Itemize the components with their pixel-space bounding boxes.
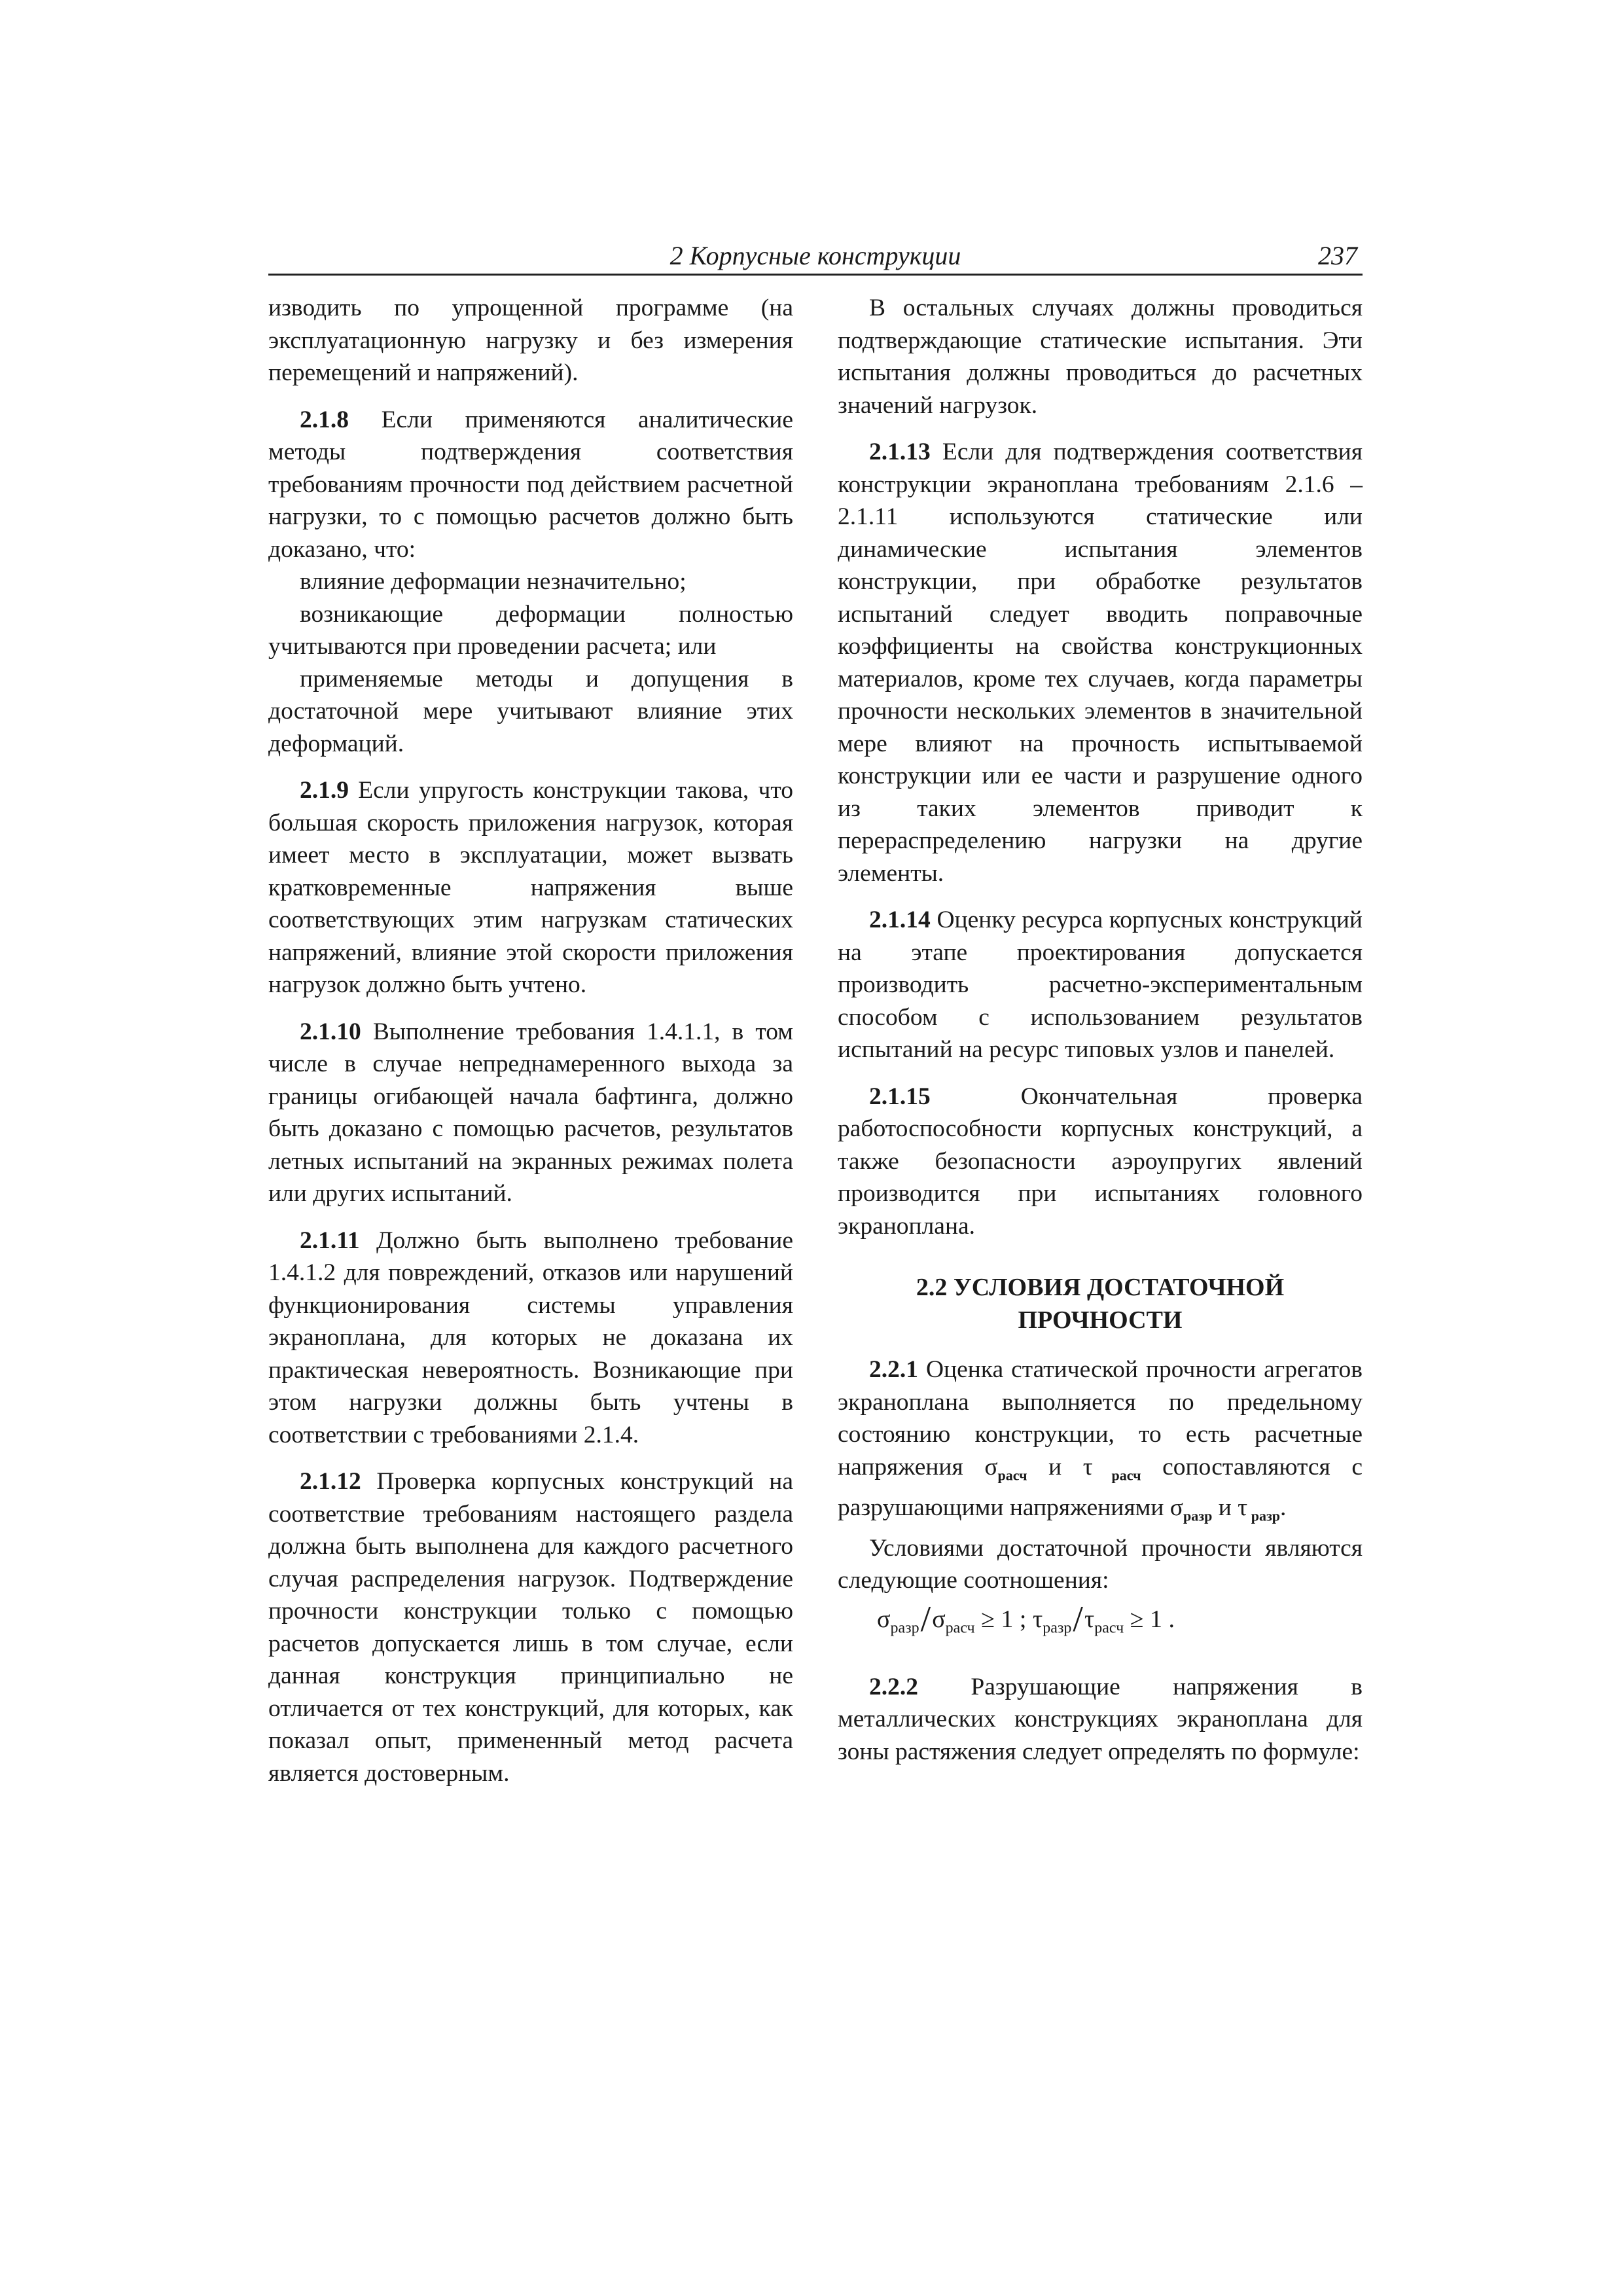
sigma-glyph: σ [932, 1605, 946, 1633]
sigma-symbol [1169, 1494, 1213, 1524]
fraction-slash: / [1073, 1598, 1083, 1640]
conjunction: и [1212, 1494, 1238, 1521]
page-number: 237 [1318, 241, 1357, 270]
subscript-rasch: расч [1094, 1619, 1124, 1637]
paragraph: В остальных случаях должны проводиться подтверждающие статические испытания. Эти испытания должны проводиться до расчетных значений нагрузок. [838, 295, 1363, 419]
clause-number: 2.2.2 [869, 1673, 918, 1700]
running-title: 2 Корпусные конструкции [669, 241, 961, 270]
clause-text: Должно быть выполнено требование 1.4.1.2 для повреждений, отказов или нарушений функционирования системы управления экраноплана, для которых не доказана их практическая невероятность. Возникающие при этом нагрузки должны быть учтены в соответствии с требованиями 2.1.4. [268, 1227, 793, 1448]
tau-symbol [1238, 1494, 1281, 1524]
tau-glyph: τ [1084, 1605, 1095, 1633]
clause-2-2-2 [838, 1671, 1363, 1768]
subscript: расч [1092, 1467, 1141, 1483]
conjunction: и [1027, 1453, 1083, 1480]
period: . [1280, 1494, 1287, 1521]
section-heading-line-2: ПРОЧНОСТИ [1018, 1306, 1183, 1334]
subscript: разр [1183, 1507, 1213, 1524]
tau-symbol [1082, 1453, 1141, 1483]
tau-glyph: τ [1238, 1494, 1248, 1521]
list-item: применяемые методы и допущения в достаточной мере учитывают влияние этих деформаций. [268, 665, 793, 757]
list-item: влияние деформации незначительно; [300, 568, 687, 595]
clause-2-1-10 [268, 1016, 793, 1210]
inequality: ≥ 1 . [1124, 1605, 1175, 1633]
clause-number: 2.1.11 [300, 1227, 360, 1254]
clause-text: Проверка корпусных конструкций на соответствие требованиям настоящего раздела должна быть выполнена для каждого расчетного случая распределения нагрузок. Подтверждение прочности конструкции только с помощью расчетов допускается лишь в том случае, если данная конструкция принципиально не отличается от тех конструкций, для которых, как показал опыт, примененный метод расчета является достоверным. [268, 1468, 793, 1787]
sigma-glyph: σ [877, 1605, 891, 1633]
clause-text: Выполнение требования 1.4.1.1, в том числе в случае непреднамеренного выхода за границы огибающей начала бафтинга, должно быть доказано с помощью расчетов, результатов летных испытаний на экранных режимах полета или других испытаний. [268, 1018, 793, 1207]
clause-2-1-9 [268, 774, 793, 1001]
clause-number: 2.2.1 [869, 1356, 918, 1383]
clause-text: Окончательная проверка работоспособности корпусных конструкций, а также безопасности аэроупругих явлений производится при испытаниях головного экраноплана. [838, 1083, 1363, 1240]
clause-number: 2.1.8 [300, 406, 349, 433]
subscript: расч [997, 1467, 1027, 1483]
strength-formula [877, 1598, 1363, 1645]
clause-2-1-15 [838, 1081, 1363, 1243]
clause-number: 2.1.12 [300, 1468, 361, 1495]
clause-2-1-14 [838, 904, 1363, 1066]
clause-text: Если для подтверждения соответствия конструкции экраноплана требованиям 2.1.6 – 2.1.11 используются статические или динамические испытания элементов конструкции, при обработке результатов испытаний следует вводить поправочные коэффициенты на свойства конструкционных материалов, кроме тех случаев, когда параметры прочности нескольких элементов в значительной мере влияют на прочность испытываемой конструкции или ее части и разрушение одного из таких элементов приводит к перераспределению нагрузки на другие элементы. [838, 439, 1363, 887]
clause-2-1-8 [268, 404, 793, 566]
clause-2-2-1 [838, 1354, 1363, 1532]
subscript: разр [1247, 1507, 1281, 1524]
clause-2-1-11 [268, 1225, 793, 1452]
clause-text: Разрушающие напряжения в металлических конструкциях экраноплана для зоны растяжения следует определять по формуле: [838, 1673, 1363, 1765]
clause-2-1-12 [268, 1465, 793, 1789]
clause-text: Если применяются аналитические методы подтверждения соответствия требованиям прочности под действием расчетной нагрузки, то с помощью расчетов должно быть доказано, что: [268, 406, 793, 563]
clause-number: 2.1.15 [869, 1083, 931, 1110]
paragraph-continuation: изводить по упрощенной программе (на эксплуатационную нагрузку и без измерения перемещений и напряжений). [268, 295, 793, 386]
clause-text: Оценку ресурса корпусных конструкций на этапе проектирования допускается производить расчетно-экспериментальным способом с использованием результатов испытаний на ресурс типовых узлов и панелей. [838, 906, 1363, 1063]
inequality: ≥ 1 ; [974, 1605, 1033, 1633]
clause-text: Оценка статической прочности агрегатов экраноплана выполняется по предельному состоянию конструкции, то есть расчетные напряжения [838, 1356, 1363, 1480]
sigma-symbol [984, 1453, 1027, 1483]
clause-text: сопоставляются с разрушающими напряжениями [838, 1453, 1363, 1521]
list-item: возникающие деформации полностью учитываются при проведении расчета; или [268, 600, 793, 660]
section-heading-line-1: 2.2 УСЛОВИЯ ДОСТАТОЧНОЙ [916, 1274, 1285, 1301]
tau-glyph: τ [1082, 1453, 1093, 1480]
clause-number: 2.1.10 [300, 1018, 361, 1045]
subscript-razr: разр [1043, 1619, 1072, 1637]
sigma-glyph: σ [1169, 1494, 1183, 1521]
fraction-slash: / [920, 1598, 931, 1640]
left-column [268, 292, 793, 1804]
clause-2-1-13 [838, 436, 1363, 889]
section-heading [838, 1271, 1363, 1336]
subscript-razr: разр [890, 1619, 919, 1637]
tau-glyph: τ [1033, 1605, 1043, 1633]
clause-number: 2.1.14 [869, 906, 931, 933]
page-header [268, 240, 1363, 276]
sigma-glyph: σ [984, 1453, 998, 1480]
subscript-rasch: расч [945, 1619, 975, 1637]
conditions-paragraph: Условиями достаточной прочности являются следующие соотношения: [838, 1534, 1363, 1594]
clause-number: 2.1.13 [869, 439, 931, 465]
clause-number: 2.1.9 [300, 777, 349, 804]
right-column [838, 292, 1363, 1782]
clause-text: Если упругость конструкции такова, что большая скорость приложения нагрузок, которая имеет место в эксплуатации, может вызвать кратковременные напряжения выше соответствующих этим нагрузкам статических напряжений, влияние этой скорости приложения нагрузок должно быть учтено. [268, 777, 793, 998]
